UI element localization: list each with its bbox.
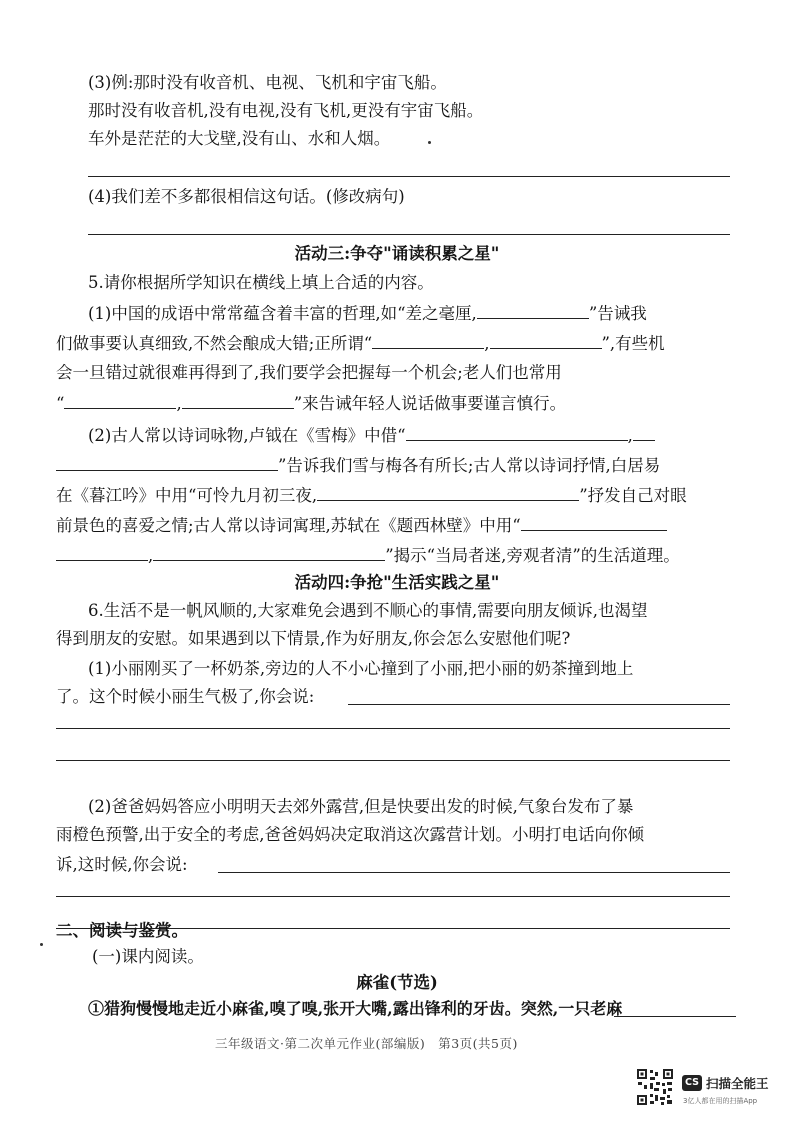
q6-2-line3: 诉,这时候,你会说: — [56, 855, 188, 874]
scanner-tagline: 3亿人都在用的扫描App — [683, 1097, 758, 1105]
scan-speck — [40, 943, 43, 946]
q5-2-blank-1[interactable] — [406, 424, 628, 441]
q3-example-result: 那时没有收音机,没有电视,没有飞机,更没有宇宙飞船。 — [88, 101, 484, 120]
q5-1-text-e: ”,有些机 — [601, 334, 665, 353]
section2-subtitle: (一)课内阅读。 — [92, 947, 204, 966]
page-footer: 三年级语文·第二次单元作业(部编版) 第3页(共5页) — [215, 1036, 518, 1051]
q5-1-blank-2[interactable] — [372, 332, 484, 349]
section2-title: 二、阅读与鉴赏。 — [56, 921, 188, 940]
q5-1-line2 — [56, 332, 665, 355]
q6-1-answer-line-3[interactable] — [56, 760, 730, 761]
q5-1-line3: 会一旦错过就很难再得到了,我们要学会把握每一个机会;老人们也常用 — [56, 363, 562, 382]
q5-stem: 5.请你根据所学知识在横线上填上合适的内容。 — [88, 273, 434, 292]
q5-2-text-b: , — [627, 426, 633, 445]
q5-2-blank-4a[interactable] — [521, 514, 667, 531]
passage-title: 麻雀(节选) — [356, 973, 438, 992]
q5-2-blank-3[interactable] — [317, 484, 579, 501]
q5-2-text-f: 前景色的喜爱之情;古人常以诗词寓理,苏轼在《题西林壁》中用“ — [56, 516, 521, 535]
q6-1-answer-line-2[interactable] — [56, 728, 730, 729]
q6-2-line1: (2)爸爸妈妈答应小明明天去郊外露营,但是快要出发的时候,气象台发布了暴 — [88, 797, 634, 816]
q5-1-blank-1[interactable] — [477, 302, 589, 319]
q5-2-line5 — [56, 544, 680, 567]
q6-2-answer-line-1[interactable] — [218, 872, 730, 873]
q5-1-text-h: ”来告诫年轻人说话做事要谨言慎行。 — [293, 394, 567, 413]
q5-2-blank-4b[interactable] — [56, 544, 148, 561]
q5-2-text-h: ”揭示“当局者迷,旁观者清”的生活道理。 — [385, 546, 680, 565]
q5-2-text-a: (2)古人常以诗词咏物,卢钺在《雪梅》中借“ — [88, 426, 406, 445]
passage-underline — [614, 1016, 736, 1017]
q5-2-text-g: , — [148, 546, 154, 565]
q5-1-text-f: “ — [56, 394, 65, 413]
q5-1-text-c: 们做事要认真细致,不然会酿成大错;正所谓“ — [56, 334, 373, 353]
q5-2-blank-2a[interactable] — [633, 424, 655, 441]
q4-prompt: (4)我们差不多都很相信这句话。(修改病句) — [88, 187, 405, 206]
q5-1-text-a: (1)中国的成语中常常蕴含着丰富的哲理,如“差之毫厘, — [88, 304, 477, 323]
q5-1-line1 — [88, 302, 647, 325]
q5-2-line4 — [56, 514, 667, 537]
q5-2-text-e: ”抒发自己对眼 — [579, 486, 687, 505]
q6-2-line2: 雨橙色预警,出于安全的考虑,爸爸妈妈决定取消这次露营计划。小明打电话向你倾 — [56, 825, 644, 844]
activity4-title: 活动四:争抢"生活实践之星" — [294, 573, 500, 592]
q6-1-answer-line-1[interactable] — [348, 704, 730, 705]
q5-2-line3 — [56, 484, 687, 507]
q5-2-blank-5[interactable] — [153, 544, 385, 561]
q5-1-text-d: , — [484, 334, 490, 353]
q5-1-text-b: ”告诫我 — [588, 304, 647, 323]
q6-stem-line1: 6.生活不是一帆风顺的,大家难免会遇到不顺心的事情,需要向朋友倾诉,也渴望 — [88, 601, 648, 620]
q5-2-blank-2b[interactable] — [56, 454, 278, 471]
q5-1-line4 — [56, 392, 566, 415]
q3-example: (3)例:那时没有收音机、电视、飞机和宇宙飞船。 — [88, 73, 447, 92]
q3-prompt: 车外是茫茫的大戈壁,没有山、水和人烟。 — [88, 129, 391, 148]
q5-1-blank-3[interactable] — [490, 332, 602, 349]
q3-answer-line[interactable] — [88, 176, 730, 177]
q6-stem-line2: 得到朋友的安慰。如果遇到以下情景,作为好朋友,你会怎么安慰他们呢? — [56, 629, 571, 648]
scanner-app-name: 扫描全能王 — [706, 1076, 769, 1091]
q5-1-text-g: , — [176, 394, 182, 413]
activity3-title: 活动三:争夺"诵读积累之星" — [294, 244, 500, 263]
scanner-logo-icon: CS — [682, 1075, 702, 1091]
q5-2-text-c: ”告诉我们雪与梅各有所长;古人常以诗词抒情,白居易 — [278, 456, 661, 475]
q6-1-line2: 了。这个时候小丽生气极了,你会说: — [56, 687, 315, 706]
q5-2-line2 — [56, 454, 660, 477]
q5-1-blank-5[interactable] — [182, 392, 294, 409]
q5-2-text-d: 在《暮江吟》中用“可怜九月初三夜, — [56, 486, 318, 505]
q5-2-line1 — [88, 424, 655, 447]
q6-1-line1: (1)小丽刚买了一杯奶茶,旁边的人不小心撞到了小丽,把小丽的奶茶撞到地上 — [88, 659, 634, 678]
scan-speck — [428, 141, 431, 144]
passage-paragraph-1: ①猎狗慢慢地走近小麻雀,嗅了嗅,张开大嘴,露出锋利的牙齿。突然,一只老麻 — [88, 999, 623, 1018]
q4-answer-line[interactable] — [88, 234, 730, 235]
qr-code-icon — [636, 1068, 674, 1106]
q5-1-blank-4[interactable] — [64, 392, 176, 409]
q6-2-answer-line-2[interactable] — [56, 896, 730, 897]
